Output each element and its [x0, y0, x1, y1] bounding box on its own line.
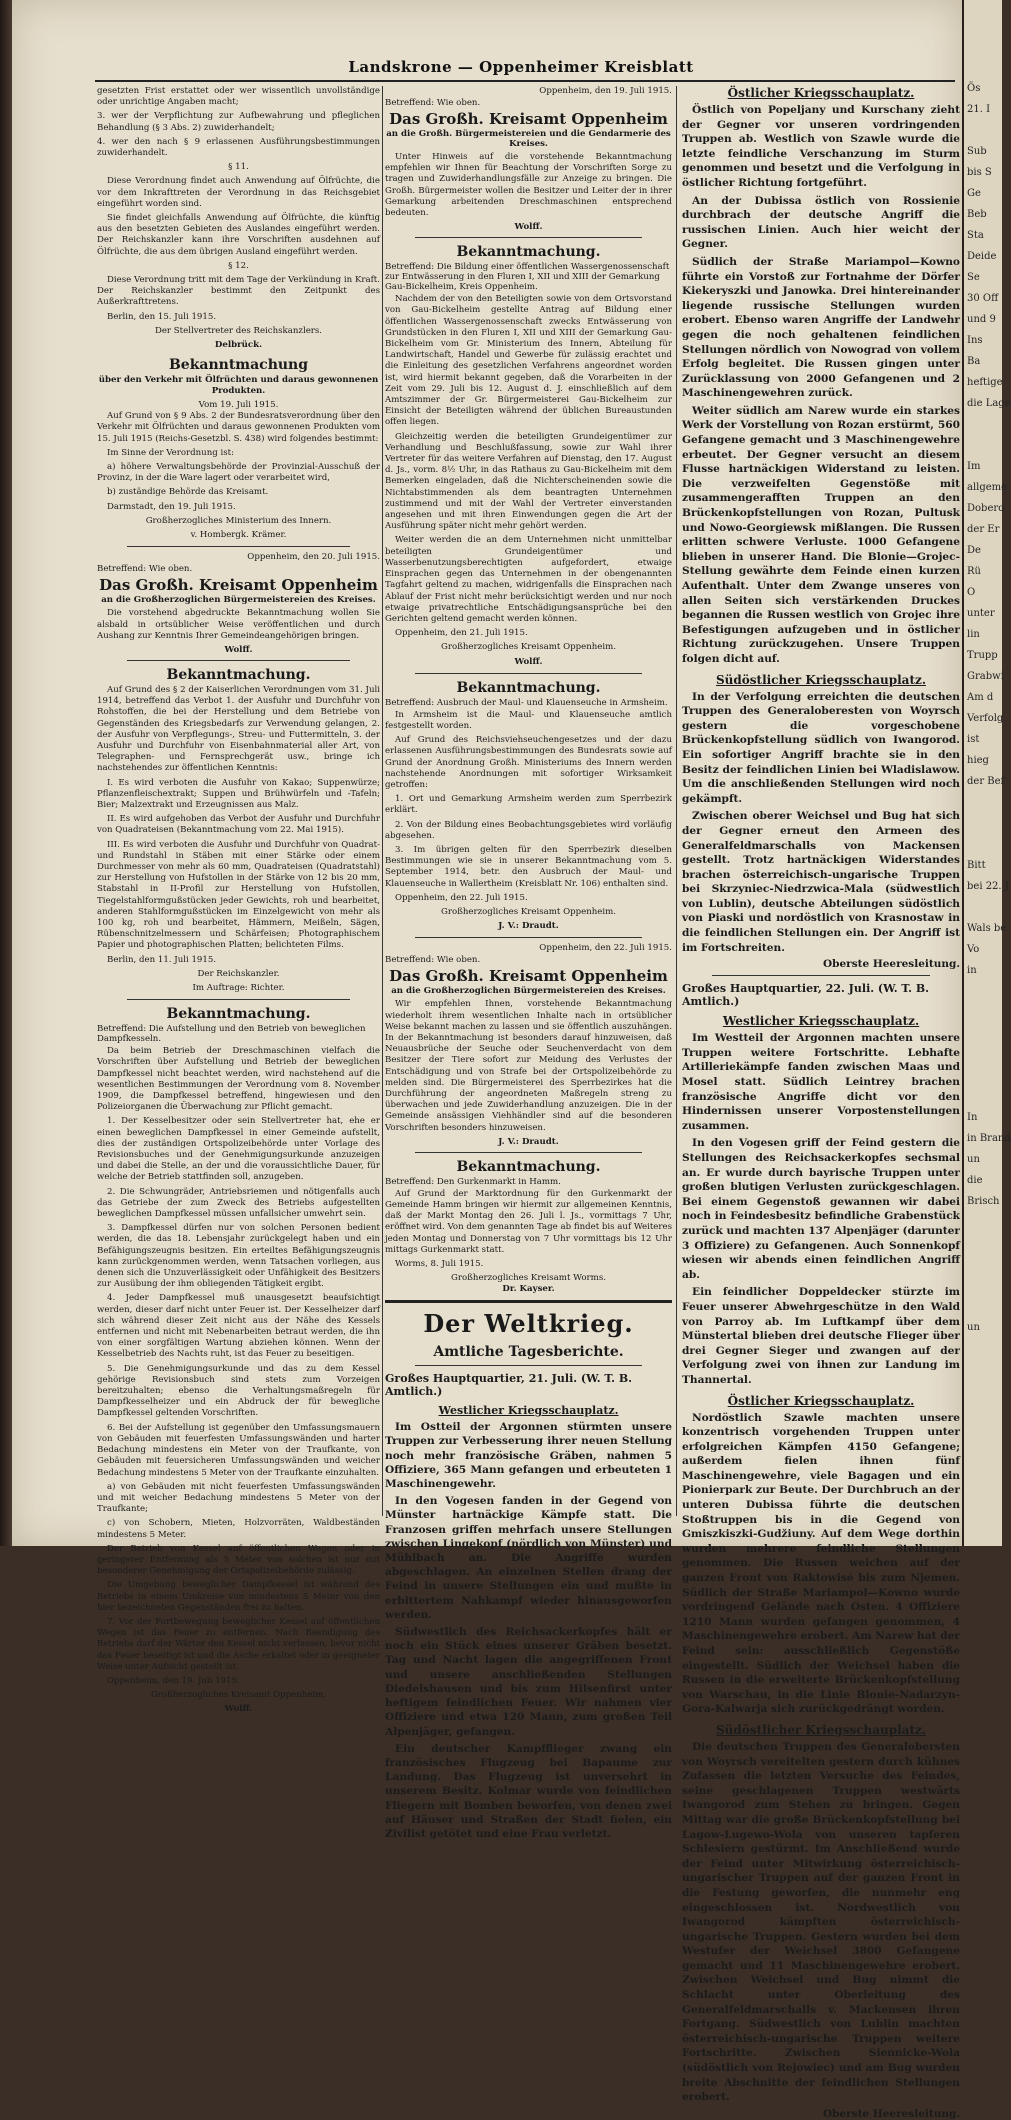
adjacent-fragment: Am d: [967, 692, 994, 703]
c2-b4-sig: J. V.: Draudt.: [498, 1136, 559, 1147]
c1-b2-office: Das Großh. Kreisamt Oppenheim: [99, 576, 378, 595]
c3-s3-p1: In den Vogesen griff der Feind gestern die Stellungen des Reichsackerkopfes sechsmal an. Er wurde durch bayrische Truppen unter großen blutigen Verlusten zurückgeschlagen. Bei einem Gegenstoß gewannen wir dabei noch in Feindesbesitz befindliche Grabenstück zurück und machten 137 Alpenjäger (darunter 3 Offiziere) zu Gefangenen. Auch Sonnenkopf wiesen wir abends einen feindlichen Angriff ab.: [682, 1137, 960, 1281]
adjacent-fragment: Brisch: [967, 1196, 1000, 1207]
c1-b4-p1: 1. Der Kesselbesitzer oder sein Stellvertreter hat, ehe er einen beweglichen Dampfkessel in einer Gemeinde aufstellt, dies der zuständigen Ortspolizeibehörde unter Vorlage des Revisionsbuches und der Genehmigungsurkunde anzuzeigen und dabei die Stelle, an der und die voraussichtliche Dauer, für welche der Betrieb stattfinden soll, anzugeben.: [97, 1116, 380, 1183]
adjacent-fragment: [964, 1485, 1002, 1506]
c2-b4-addr: an die Großherzoglichen Bürgermeistereien des Kreises.: [391, 986, 666, 997]
adjacent-fragment: Ge: [967, 188, 981, 199]
adjacent-fragment: [964, 1065, 1002, 1086]
adjacent-fragment: [964, 1275, 1002, 1296]
c3-s2-p1: Zwischen oberer Weichsel und Bug hat sich der Gegner erneut den Armeen des Generalfeldmarschalls von Mackensen gestellt. Trotz hartnäckigen Widerstandes brachen österreichisch-ungarische Truppen bei Skrzyniec-Niedrzwica-Mala (südwestlich von Lublin), deutsche Abteilungen südöstlich von Piaski und nordöstlich von Krasnostaw in die feindlichen Stellungen ein. Der Angriff ist im Fortschreiten.: [682, 810, 960, 954]
c1-top-7: Diese Verordnung tritt mit dem Tage der Verkündung in Kraft. Der Reichskanzler bestimmt den Zeitpunkt des Außerkrafttretens.: [97, 275, 380, 308]
adjacent-fragment: Sta: [967, 230, 984, 241]
running-head: Landskrone — Oppenheimer Kreisblatt: [348, 58, 694, 76]
c1-b1-p6: v. Hombergk. Krämer.: [190, 530, 287, 541]
adjacent-fragment: [964, 1044, 1002, 1065]
c3-s1-p1: An der Dubissa östlich von Rossienie durchbrach der deutsche Angriff die russischen Linien. Auch hier weicht der Gegner.: [682, 194, 960, 251]
weltkrieg-p2: Südwestlich des Reichsackerkopfes hält er noch ein Stück eines unserer Gräben besetzt. Tag und Nacht lagen die angegriffenen Front und unsere anschließenden Stellungen Diedelshausen und bis zum Hilsenfirst unter heftigem feindlichen Feuer. Wir nahmen vier Offiziere und etwa 120 Mann, zum großen Teil Alpenjäger, gefangen.: [385, 1626, 672, 1738]
adjacent-fragment: [964, 1548, 1002, 1569]
c2-b5-para: Auf Grund der Marktordnung für den Gurkenmarkt der Gemeinde Hamm bringen wir hiermit zur allgemeinen Kenntnis, daß der Markt Montag den 26. Juli l. Js., vormittags 7 Uhr, eröffnet wird. Von dem genannten Tage ab findet bis auf Weiteres jeden Montag und Donnerstag von 7 Uhr vormittags bis 12 Uhr mittags Gurkenmarkt statt.: [385, 1188, 672, 1255]
adjacent-page-edge: [962, 0, 1011, 1546]
c1-b4-p7: a) von Gebäuden mit nicht feuerfesten Umfassungswänden und mit weicher Bedachung mindestens 5 Meter von der Traufkante;: [97, 1481, 380, 1515]
adjacent-fragment: bis S: [967, 167, 992, 178]
c2-b5-sig: Dr. Kayser.: [502, 1284, 555, 1295]
c1-b4-p4: 4. Jeder Dampfkessel muß unausgesetzt beaufsichtigt werden, dieser darf nicht unter Feuer ist. Der Kesselheizer darf sich während dieser Zeit nicht aus der Nähe des Kessels entfernen und nicht mit Nebenarbeiten betraut werden, die ihn von einer sorgfältigen Wartung abziehen können. Wenn der Kesselbetrieb des Nachts ruht, ist das Feuer zu beseitigen.: [97, 1293, 380, 1360]
adjacent-fragment: lin: [967, 629, 980, 640]
adjacent-fragment: [964, 834, 1002, 855]
c2-b2-p0: Nachdem der von den Beteiligten sowie von dem Ortsvorstand von Gau-Bickelheim gestellte Antrag auf Bildung einer öffentlichen Wassergenossenschaft zwecks Entwässerung von Grundstücken in den Fluren I, XII und XIII der Gemarkung Gau-Bickelheim vom Gr. Ministerium des Innern, Abteilung für Landwirtschaft, Handel und Gewerbe für zulässig erachtet und die Einleitung des gesetzlichen Verfahrens angeordnet worden ist, wird hiermit bekannt gegeben, daß die Vorarbeiten in der Zeit vom 29. Juli bis 12. August d. J. einschließlich auf dem Amtszimmer der Gr. Bürgermeisterei Gau-Bickelheim zur Einsicht der Beteiligten während der üblichen Bureaustunden offen liegen.: [385, 294, 672, 428]
c2-b3-betreff: Betreffend: Ausbruch der Maul- und Klauenseuche in Armsheim.: [385, 697, 668, 708]
weltkrieg-body: [385, 1420, 672, 1841]
adjacent-fragment: hieg: [967, 755, 989, 766]
c2-b1-para: Unter Hinweis auf die vorstehende Bekanntmachung empfehlen wir Ihnen für Beachtung der Vorschriften Sorge zu tragen und Zuwiderhandlungsfälle zur Anzeige zu bringen. Die Großh. Bürgermeister wollen die Besitzer und Leiter der in ihrer Gemarkung arbeitenden Dreschmaschinen entsprechend bedeuten.: [385, 152, 672, 219]
c2-b3-p2: 1. Ort und Gemarkung Armsheim werden zum Sperrbezirk erklärt.: [385, 794, 672, 816]
adjacent-fragment: De: [967, 545, 981, 556]
c1-b1-heading: Bekanntmachung: [168, 357, 309, 374]
adjacent-fragment: [964, 120, 1002, 141]
c3-s5-sig: Oberste Heeresleitung.: [823, 2107, 960, 2120]
c2-divider-3: [415, 937, 642, 938]
adjacent-fragment: der Er: [967, 524, 1000, 535]
c1-top-9: Der Stellvertreter des Reichskanzlers.: [154, 325, 323, 336]
c1-b3-p5: Der Reichskanzler.: [197, 968, 280, 979]
c1-b4-p13: Großherzogliches Kreisamt Oppenheim.: [150, 1690, 327, 1701]
c2-b2-p4: Großherzogliches Kreisamt Oppenheim.: [440, 642, 617, 653]
adjacent-fragment: [964, 1401, 1002, 1422]
c3-s3-p2: Ein feindlicher Doppeldecker stürzte im Feuer unserer Abwehrgeschütze in den Wald von Parroy ab. Im Luftkampf über dem Münstertal blieben drei deutsche Flieger über drei Gegner Sieger und zwangen auf der Verfolgung zwei von ihnen zur Landung im Thannertal.: [682, 1286, 960, 1386]
c2-b1-office: Das Großh. Kreisamt Oppenheim: [389, 110, 668, 128]
column-divider-1: [382, 86, 383, 1516]
c1-top-3: § 11.: [228, 162, 249, 173]
c2-b5-office: Großherzogliches Kreisamt Worms.: [451, 1273, 606, 1284]
c2-b1-addr: an die Großh. Bürgermeistereien und die Gendarmerie des Kreises.: [386, 129, 671, 149]
adjacent-fragment: [964, 1464, 1002, 1485]
c2-b2-heading: Bekanntmachung.: [456, 244, 601, 261]
c2-b5-heading: Bekanntmachung.: [456, 1158, 601, 1175]
adjacent-fragment: Se: [967, 272, 980, 283]
c2-b2-p1: Gleichzeitig werden die beteiligten Grundeigentümer zur Verhandlung und Beschlußfassung, sowie zur Wahl ihrer Vertreter für das weitere Verfahren auf Dienstag, den 17. August d. Js., vorm. 8½ Uhr, in das Rathaus zu Gau-Bickelheim mit dem Bemerken eingeladen, daß die Nichterscheinenden sowie die Nichtabstimmenden als dem beantragten Unternehmen zustimmend und mit der Wahl der Vertreter einverstanden angesehen und mit ihren Einwendungen gegen die Art der Ausführung später nicht mehr gehört werden.: [385, 431, 672, 532]
adjacent-fragment: [964, 1506, 1002, 1527]
c2-b2-p3: Oppenheim, den 21. Juli 1915.: [395, 628, 528, 639]
adjacent-fragment: [964, 1296, 1002, 1317]
adjacent-fragment: [964, 1674, 1002, 1695]
c1-b4-betreff: Betreffend: Die Aufstellung und den Betrieb von beweglichen Dampfkesseln.: [97, 1024, 366, 1045]
c3-hq: Großes Hauptquartier, 22. Juli. (W. T. B. Amtlich.): [682, 982, 929, 1009]
c2-b2-p2: Weiter werden die an dem Unternehmen nicht unmittelbar beteiligten Grundeigentümer und Wasserbenutzungsberechtigten aufgefordert, etwaige Einsprachen gegen das Unternehmen in der obengenannten Tagfahrt geltend zu machen, widrigenfalls die Einsprachen nach Ablauf der Frist nicht mehr berücksichtigt werden und nur noch etwaige privatrechtliche Entschädigungsansprüche bei den Gerichten geltend gemacht werden können.: [385, 535, 672, 624]
c1-divider-2: [127, 660, 350, 661]
adjacent-fragment: In: [967, 1112, 978, 1123]
c1-top-1: 3. wer der Verpflichtung zur Aufbewahrung und pfleglichen Behandlung (§ 3 Abs. 2) zuwiderhandelt;: [97, 111, 380, 133]
c2-b4-date: Oppenheim, den 22. Juli 1915.: [539, 943, 672, 954]
c1-top-5: Sie findet gleichfalls Anwendung auf Ölfrüchte, die künftig aus den besetzten Gebieten des Auslandes eingeführt werden. Der Reichskanzler kann ihre Vorschriften ausdehnen auf Ölfrüchte, die aus dem übrigen Ausland eingeführt werden.: [97, 213, 380, 257]
column-1: [97, 86, 380, 1715]
c3-s5-p0: Die deutschen Truppen des Generalobersten von Woyrsch vereitelten gestern durch kühnes Zufassen die letzten Versuche des Feindes, seine geschlagenen Truppen westwärts Iwangorod zum Stehen zu bringen. Gegen Mittag war die große Brückenkopfstellung bei Lagow-Lugewo-Wola von unseren tapferen Schlesiern gestürmt. Im Anschließend wurde der Feind unter Mitwirkung österreichisch-ungarischer Truppen auf der ganzen Front in die Festung geworfen, die nunmehr eng eingeschlossen ist. Nordwestlich von Iwangorod kämpften österreichisch-ungarische Truppen. Gestern wurden bei dem Westufer der Weichsel 3800 Gefangene gemacht und 11 Maschinengewehre erobert. Zwischen Weichsel und Bug nimmt die Schlacht unter Oberleitung des Generalfeldmarschalls v. Mackensen ihren Fortgang. Südwestlich von Lublin machten österreichisch-ungarische Truppen weitere Fortschritte. Zwischen Siennicke-Wola (südöstlich von Rejowiec) und am Bug wurden breite Abschnitte der feindlichen Stellungen erobert.: [682, 1740, 960, 2104]
adjacent-fragment: [964, 792, 1002, 813]
adjacent-fragment: Verfolg: [967, 713, 1004, 724]
c1-b4-p3: 3. Dampfkessel dürfen nur von solchen Personen bedient werden, die das 18. Lebensjahr zurückgelegt haben und ein Befähigungszeugnis besitzen. Ein erteiltes Befähigungszeugnis kann zurückgenommen werden, wenn Tatsachen vorliegen, aus denen sich die Unzuverlässigkeit oder Unfähigkeit des Besitzers zur Ausübung der ihm obliegenden Tätigkeit ergibt.: [97, 1223, 380, 1290]
adjacent-fragment: [964, 435, 1002, 456]
c2-divider-5: [415, 1365, 642, 1366]
adjacent-fragment: un: [967, 1322, 980, 1333]
adjacent-fragment: in: [967, 965, 977, 976]
adjacent-fragment: bei 22. J: [967, 881, 1009, 892]
c3-s2-heading: Südöstlicher Kriegsschauplatz.: [715, 672, 926, 687]
c3-s1-p2: Südlich der Straße Mariampol—Kowno führte ein Vorstoß zur Fortnahme der Dörfer Kiekeryszki und Janowka. Drei hintereinander liegende russische Stellungen wurden erobert. Ebenso waren Angriffe der Landwehr gegen die noch gehaltenen feindlichen Stellungen nördlich von Nowograd von vollem Erfolg begleitet. Die Russen gingen unter Zurücklassung von 2000 Gefangenen und 2 Maschinengewehren zurück.: [682, 255, 960, 400]
adjacent-fragment: Dobero: [967, 503, 1005, 514]
adjacent-fragment: [964, 1716, 1002, 1737]
weltkrieg-subtitle: Amtliche Tagesberichte.: [433, 1344, 624, 1361]
adjacent-fragment: [964, 1233, 1002, 1254]
c2-b5-betreff: Betreffend: Den Gurkenmarkt in Hamm.: [385, 1176, 561, 1187]
c2-b3-p4: 3. Im übrigen gelten für den Sperrbezirk dieselben Bestimmungen wie sie in unserer Bekanntmachung vom 5. September 1914, betr. den Ausbruch der Maul- und Klauenseuche in Wallertheim (Kreisblatt Nr. 106) enthalten sind.: [385, 844, 672, 889]
header-rule: [95, 80, 955, 82]
c1-b4-heading: Bekanntmachung.: [166, 1006, 311, 1023]
c1-b1-p1: Im Sinne der Verordnung ist:: [107, 447, 234, 458]
c3-s4-p0: Nordöstlich Szawle machten unsere konzentrisch vorgehenden Truppen unter erfolgreichen Kämpfen 4150 Gefangene; außerdem fielen ihnen fünf Maschinengewehre, viele Bagagen und ein Pionierpark zur Beute. Der Durchbruch an der unteren Dubissa führte die deutschen Stoßtruppen bis in die Gegend von Gmiszkiszki-Gudžiuny. Auf dem Wege dorthin wurden mehrere feindliche Stellungen genommen. Die Russen weichen auf der ganzen Front von Raktowisé bis zum Njemen. Südlich der Straße Mariampol—Kowno wurde vordringend Gelände nach Osten. 4 Offiziere 1210 Mann wurden gefangen genommen, 4 Maschinengewehre erobert. Am Narew hat der Feind sein: ausschließlich Gegenstöße eingestellt. Südlich der Weichsel haben die Russen in die erweiterte Brückenkopfstellung von Warschau, in die Linie Blonie-Nadarzyn-Gora-Kalwarja sich zurückgedrängt worden.: [682, 1411, 960, 1716]
c1-b1-sub: über den Verkehr mit Ölfrüchten und daraus gewonnenen Produkten.: [98, 375, 379, 397]
c1-top-4: Diese Verordnung findet auch Anwendung auf Ölfrüchte, die vor dem Inkrafttreten der Verordnung in das Reichsgebiet eingeführt worden sind.: [97, 176, 380, 209]
adjacent-fragment: [964, 1380, 1002, 1401]
c2-b3-heading: Bekanntmachung.: [456, 679, 601, 696]
c2-b1-date: Oppenheim, den 19. Juli 1915.: [539, 86, 672, 96]
c1-top-0: gesetzten Frist erstattet oder wer wissentlich unvollständige oder unrichtige Angaben macht;: [97, 86, 380, 108]
c1-b3-p2: II. Es wird aufgehoben das Verbot der Ausfuhr und Durchfuhr von Quadrateisen (Bekanntmachung vom 22. Mai 1915).: [97, 814, 380, 836]
adjacent-fragment: Beb: [967, 209, 987, 220]
c3-s3-heading: Westlicher Kriegsschauplatz.: [722, 1014, 920, 1029]
c1-b3-p3: III. Es wird verboten die Ausfuhr und Durchfuhr von Quadrat- und Rundstahl in Stäben mit einer Stärke oder einem Durchmesser von mehr als 60 mm, Quadrateisen (Quadratstahl) zur Herstellung von Hufstollen in der Stärke von 12 bis 20 mm, Stabstahl in II-Profil zur Herstellung von Hufstollen, Tiegelstahlformgußstücken jeder Gewichts, roh und bearbeitet, anderen Stahlformgußstücken im Einzelgewicht von mehr als 100 kg, roh und bearbeitet, Hämmern, Meißeln, Sägen, Rübenschnitzelmessern und Schärfeisen; Photographischem Papier und photographischen Platten; belichteten Films.: [97, 839, 380, 951]
adjacent-fragment: Rü: [967, 566, 981, 577]
adjacent-fragment: [964, 1212, 1002, 1233]
c3-s1-heading: Östlicher Kriegsschauplatz.: [727, 86, 915, 100]
adjacent-fragment: [964, 1695, 1002, 1716]
c2-b4-betreff: Betreffend: Wie oben.: [385, 955, 481, 966]
c1-b1-p5: Großherzogliches Ministerium des Innern.: [145, 515, 332, 526]
adjacent-fragment: Grabwi: [967, 671, 1004, 682]
c2-b1-sig: Wolff.: [514, 222, 543, 233]
adjacent-fragment: [964, 1422, 1002, 1443]
column-2: [385, 86, 672, 1840]
adjacent-fragment: [964, 1023, 1002, 1044]
adjacent-fragment: unter: [967, 608, 995, 619]
adjacent-fragment: der Bef: [967, 776, 1005, 787]
adjacent-fragment: Trupp: [967, 650, 998, 661]
c2-weltkrieg-rule: [385, 1300, 672, 1303]
adjacent-fragment: O: [967, 587, 976, 598]
adjacent-fragment: die: [967, 1175, 983, 1186]
c3-s2-sig: Oberste Heeresleitung.: [823, 958, 960, 971]
weltkrieg-p3: Ein deutscher Kampfflieger zwang ein französisches Flugzeug bei Bapaume zur Landung. Das Flugzeug ist unversehrt in unserem Besitz. Kolmar wurde von feindlichen Fliegern mit Bomben beworfen, von denen zwei auf Häuser und Straßen der Stadt fielen, ein Zivilist getötet und eine Frau verletzt.: [385, 1742, 672, 1840]
c2-b3-p0: In Armsheim ist die Maul- und Klauenseuche amtlich festgestellt worden.: [385, 709, 672, 731]
c3-divider-1: [712, 975, 930, 976]
column-3: [682, 86, 960, 2120]
adjacent-fragment: Deide: [967, 251, 997, 262]
adjacent-fragment: Sub: [967, 146, 987, 157]
c1-b1-p4: Darmstadt, den 19. Juli 1915.: [107, 501, 236, 512]
c1-b2-addr: an die Großherzoglichen Bürgermeistereien des Kreises.: [101, 595, 376, 606]
c1-b2-date: Oppenheim, den 20. Juli 1915.: [247, 552, 380, 563]
c1-b1-p0: Auf Grund von § 9 Abs. 2 der Bundesratsverordnung über den Verkehr mit Ölfrüchten und daraus gewonnenen Produkten vom 15. Juli 1915 (Reichs-Gesetzbl. S. 438) wird folgendes bestimmt:: [97, 411, 380, 444]
adjacent-fragment: ist: [967, 734, 980, 745]
c1-top-10: Delbrück.: [214, 340, 263, 351]
c2-b2-p5: Wolff.: [514, 656, 543, 667]
adjacent-fragment: Wals be: [967, 923, 1007, 934]
book-binding: [0, 0, 12, 1546]
c2-b3-p6: Großherzogliches Kreisamt Oppenheim.: [440, 906, 617, 917]
c1-divider-1: [127, 546, 350, 547]
adjacent-fragment: und 9: [967, 314, 996, 325]
adjacent-fragment: [964, 1086, 1002, 1107]
adjacent-fragment: [964, 1653, 1002, 1674]
c2-b1-betreff: Betreffend: Wie oben.: [385, 98, 481, 108]
c1-divider-3: [127, 999, 350, 1000]
adjacent-fragment: die Lage: [967, 398, 1011, 409]
c2-b3-p3: 2. Von der Bildung eines Beobachtungsgebietes wird vorläufig abgesehen.: [385, 819, 672, 841]
adjacent-fragment: [964, 1611, 1002, 1632]
adjacent-fragment: Ös: [967, 83, 981, 94]
c1-b4-p10: Die Umgebung beweglicher Dampfkessel ist während des Betriebs in einem Umkreise von mindestens 5 Meter von den hier bezeichneten Gegenständen frei zu halten.: [97, 1580, 380, 1613]
newspaper-sheet: [12, 0, 962, 2120]
c1-b4-p12: Oppenheim, den 19. Juli 1915.: [107, 1675, 240, 1686]
adjacent-fragment: allgeme: [967, 482, 1008, 493]
weltkrieg-p1: In den Vogesen fanden in der Gegend von Münster hartnäckige Kämpfe statt. Die Franzosen griffen mehrfach unsere Stellungen zwischen Lingekopf (nördlich von Münster) und Mühlbach an. Die Angriffe wurden abgeschlagen. An einzelnen Stellen drang der Feind in unsere Stellungen ein und mußte in erbittertem Nahkampf wieder hinausgeworfen werden.: [385, 1495, 672, 1621]
c2-b3-p7: J. V.: Draudt.: [498, 921, 559, 932]
c1-b4-p11: 7. Vor der Fortbewegung beweglicher Kessel auf öffentlichen Wegen ist das Feuer zu entfernen. Nach Beendigung des Betriebs darf der Wärter den Kessel nicht verlassen, bevor nicht das Feuer beseitigt ist und die Asche erkaltet oder in geeigneter Weise unter Aufsicht gestellt ist.: [97, 1616, 380, 1672]
c1-b4-p6: 6. Bei der Aufstellung ist gegenüber den Umfassungsmauern von Gebäuden mit feuerfesten Umfassungswänden und harter Bedachung mindestens ein Meter von der Traufkante, von Gebäuden mit feuersicheren Umfassungswänden und weicher Bedachung mindestens 5 Meter von der Traufkante einzuhalten.: [97, 1422, 380, 1478]
adjacent-fragment: [964, 981, 1002, 1002]
c1-b1-date: Vom 19. Juli 1915.: [198, 400, 279, 411]
adjacent-fragment: 30 Off: [967, 293, 999, 304]
adjacent-fragment: [964, 897, 1002, 918]
c2-b2-betreff: Betreffend: Die Bildung einer öffentlichen Wassergenossenschaft zur Entwässerung in den Fluren I, XII und XIII der Gemarkung Gau-Bickelheim, Kreis Oppenheim.: [385, 262, 670, 293]
c1-b4-p8: c) von Schobern, Mieten, Holzvorräten, Waldbeständen mindestens 5 Meter.: [97, 1518, 380, 1540]
adjacent-fragment: [964, 1569, 1002, 1590]
adjacent-fragment: Ba: [967, 356, 981, 367]
adjacent-fragment: in Brand: [967, 1133, 1011, 1144]
c3-s1-p0: Östlich von Popeljany und Kurschany zieht der Gegner vor unseren vordringenden Truppen ab. Westlich von Szawle wurde die letzte feindliche Verschanzung im Sturm genommen und besetzt und die Verfolgung in östlicher Richtung fortgeführt.: [682, 104, 960, 189]
adjacent-fragment: [964, 1758, 1002, 1779]
adjacent-fragment: Ins: [967, 335, 983, 346]
adjacent-fragment: [964, 1443, 1002, 1464]
c3-s3-p0: Im Westteil der Argonnen machten unsere Truppen weitere Fortschritte. Lebhafte Artilleriekämpfe fanden zwischen Maas und Mosel statt. Südlich Leintrey brachen französische Angriffe dicht vor den Hindernissen unserer Vorpostenstellungen zusammen.: [682, 1032, 960, 1132]
c3-s1-p3: Weiter südlich am Narew wurde ein starkes Werk der Vorstellung von Rozan erstürmt, 560 Gefangene gemacht und 3 Maschinengewehre erbeutet. Der Gegner versucht an diesem Flusse hartnäckigen Widerstand zu leisten. Die verzweifelten Gegenstöße mit zusammengerafften Truppen an den Brückenkopfstellungen von Rozan, Pultusk und Nowo-Georgiewsk mißlangen. Die Russen erlitten schwere Verluste. 1000 Gefangene blieben in unserer Hand. Die Blonie—Grojec-Stellung gewährte dem Feinde einen kurzen Aufenthalt. Unter dem Zwange unseres von allen Seiten sich verstärkenden Druckes begannen die Russen westlich von Grojec ihre Befestigungen aufzugeben und in östlicher Richtung zurückzugehen. Unsere Truppen folgen dicht auf.: [682, 404, 960, 665]
adjacent-page-fragments: [964, 0, 1011, 1800]
adjacent-fragment: Im: [967, 461, 981, 472]
adjacent-fragment: [964, 1254, 1002, 1275]
c2-b3-p1: Auf Grund des Reichsviehseuchengesetzes und der dazu erlassenen Ausführungsbestimmungen des Bundesrats sowie auf Grund der Anordnung Großh. Ministeriums des Innern werden nachstehende Anordnungen mit sofortiger Wirksamkeit getroffen:: [385, 735, 672, 790]
c1-b2-betreff: Betreffend: Wie oben.: [97, 564, 193, 575]
adjacent-fragment: Vo: [967, 944, 980, 955]
adjacent-fragment: [964, 813, 1002, 834]
adjacent-fragment: [964, 1737, 1002, 1758]
adjacent-fragment: un: [967, 1154, 980, 1165]
c1-b4-p14: Wolff.: [224, 1704, 253, 1715]
c1-b3-p6: Im Auftrage: Richter.: [192, 982, 285, 993]
column-divider-2: [676, 86, 677, 1516]
adjacent-fragment: [964, 1359, 1002, 1380]
weltkrieg-section: Westlicher Kriegsschauplatz.: [438, 1404, 619, 1418]
c1-b4-p2: 2. Die Schwungräder, Antriebsriemen und nötigenfalls auch das Getriebe der zum Zweck des Betriebs aufgestellten beweglichen Dampfkessel müssen unfallsicher umwehrt sein.: [97, 1186, 380, 1220]
c1-b3-heading: Bekanntmachung.: [166, 666, 311, 683]
adjacent-fragment: [964, 1338, 1002, 1359]
c1-top-8: Berlin, den 15. Juli 1915.: [107, 311, 217, 322]
c1-top-6: § 12.: [228, 260, 249, 271]
adjacent-fragment: [964, 1632, 1002, 1653]
c2-b5-date: Worms, 8. Juli 1915.: [395, 1259, 484, 1270]
c1-b2-sig: Wolff.: [224, 644, 253, 655]
c1-b4-p0: Da beim Betrieb der Dreschmaschinen vielfach die Vorschriften über Aufstellung und Betrieb der beweglichen Dampfkessel nicht beachtet werden, wird nachstehend auf die wesentlichen Bestimmungen der Verordnung vom 8. November 1909, die Dampfkessel betreffend, hingewiesen und den Polizeiorganen die Überwachung zur Pflicht gemacht.: [97, 1046, 380, 1113]
c1-top-2: 4. wer den nach § 9 erlassenen Ausführungsbestimmungen zuwiderhandelt.: [97, 136, 380, 159]
adjacent-fragment: [964, 1779, 1002, 1800]
adjacent-fragment: 21. I: [967, 104, 991, 115]
c1-b3-p0: Auf Grund des § 2 der Kaiserlichen Verordnungen vom 31. Juli 1914, betreffend das Verbot 1. der Ausfuhr und Durchfuhr von Rohstoffen, die bei der Herstellung und dem Betriebe von Gegenständen des Kriegsbedarfs zur Verwendung gelangen, 2. der Ausfuhr von Verpflegungs-, Streu- und Futtermitteln, 3. der Ausfuhr und Durchfuhr von Eisenbahnmaterial aller Art, von Telegraphen- und Fernsprechgerät usw., bringe ich nachstehendes zur öffentlichen Kenntnis:: [97, 684, 380, 774]
weltkrieg-title: Der Weltkrieg.: [423, 1309, 634, 1339]
c1-b4-p5: 5. Die Genehmigungsurkunde und das zu dem Kessel gehörige Revisionsbuch sind stets zum Vorzeigen bereitzuhalten; ebenso die Verhaltungsmaßregeln für Dampfkesselheizer und ein Abdruck der für bewegliche Dampfkessel geltenden Vorschriften.: [97, 1363, 380, 1419]
adjacent-fragment: [964, 1590, 1002, 1611]
c1-b1-p3: b) zuständige Behörde das Kreisamt.: [107, 487, 269, 498]
adjacent-fragment: Bitt: [967, 860, 986, 871]
adjacent-fragment: [964, 414, 1002, 435]
c2-b4-office: Das Großh. Kreisamt Oppenheim: [389, 967, 668, 986]
c1-b1-p2: a) höhere Verwaltungsbehörde der Provinzial-Ausschuß der Provinz, in der die Ware lagert oder verarbeitet wird,: [97, 462, 380, 484]
weltkrieg-hq: Großes Hauptquartier, 21. Juli. (W. T. B. Amtlich.): [385, 1372, 632, 1399]
c3-s5-heading: Südöstlicher Kriegsschauplatz.: [715, 1722, 926, 1737]
c1-b3-p4: Berlin, den 11. Juli 1915.: [107, 954, 217, 965]
adjacent-fragment: [964, 1527, 1002, 1548]
c2-divider-1: [415, 237, 642, 238]
c1-b4-p9: Der Betrieb von Kessel auf öffentlichen Wegen oder in geringerer Entfernung als 5 Meter von solchen ist nur mit besonderer Genehmigung der Ortspolizeibehörde zulässig.: [97, 1543, 380, 1577]
c2-b3-p5: Oppenheim, den 22. Juli 1915.: [395, 892, 528, 903]
c2-divider-4: [415, 1152, 642, 1153]
adjacent-fragment: heftige: [967, 377, 1003, 388]
c2-divider-2: [415, 673, 642, 674]
c3-s2-p0: In der Verfolgung erreichten die deutschen Truppen des Generaloberesten von Woyrsch gestern die vorgeschobene Brückenkopfstellung südlich von Iwangorod. Ein sofortiger Angriff brachte sie in den Besitz der feindlichen Linien bei Wladislawow. Um die anschließenden Stellungen wird noch gekämpft.: [682, 690, 960, 805]
c1-b3-p1: I. Es wird verboten die Ausfuhr von Kakao; Suppenwürze; Pflanzenfleischextrakt; Suppen und Brühwürfeln und -Tafeln; Bier; Malzextrakt und Erzeugnissen aus Malz.: [97, 777, 380, 810]
c3-s4-heading: Östlicher Kriegsschauplatz.: [727, 1393, 915, 1408]
weltkrieg-p0: Im Ostteil der Argonnen stürmten unsere Truppen zur Verbesserung ihrer neuen Stellung noch mehr französische Gräben, nahmen 5 Offiziere, 365 Mann gefangen und erbeuteten 1 Maschinengewehr.: [385, 1421, 672, 1491]
c2-b4-para: Wir empfehlen Ihnen, vorstehende Bekanntmachung wiederholt ihrem wesentlichen Inhalte nach in ortsüblicher Weise bekannt machen zu lassen und sie öffentlich auszuhängen. In der Bekanntmachung ist besonders darauf hinzuweisen, daß Neuausbrüche der Seuche oder Seuchenverdacht von dem Besitzer der Tiere sofort zur Meidung des Verlustes der Entschädigung und von Strafe bei der Ortspolizeibehörde zu melden sind. Die Bürgermeisterei des Sperrbezirkes hat die Durchführung der angeordneten Maßregeln streng zu überwachen und jede Zuwiderhandlung anzuzeigen. Die in der Gemeinde ansässigen Viehhändler sind auf die besonderen Vorschriften besonders hinzuweisen.: [385, 999, 672, 1133]
c1-b2-para: Die vorstehend abgedruckte Bekanntmachung wollen Sie alsbald in ortsüblicher Weise veröffentlichen und durch Aushang zur Kenntnis Ihrer Gemeindeangehörigen bringen.: [97, 608, 380, 641]
adjacent-fragment: [964, 1002, 1002, 1023]
